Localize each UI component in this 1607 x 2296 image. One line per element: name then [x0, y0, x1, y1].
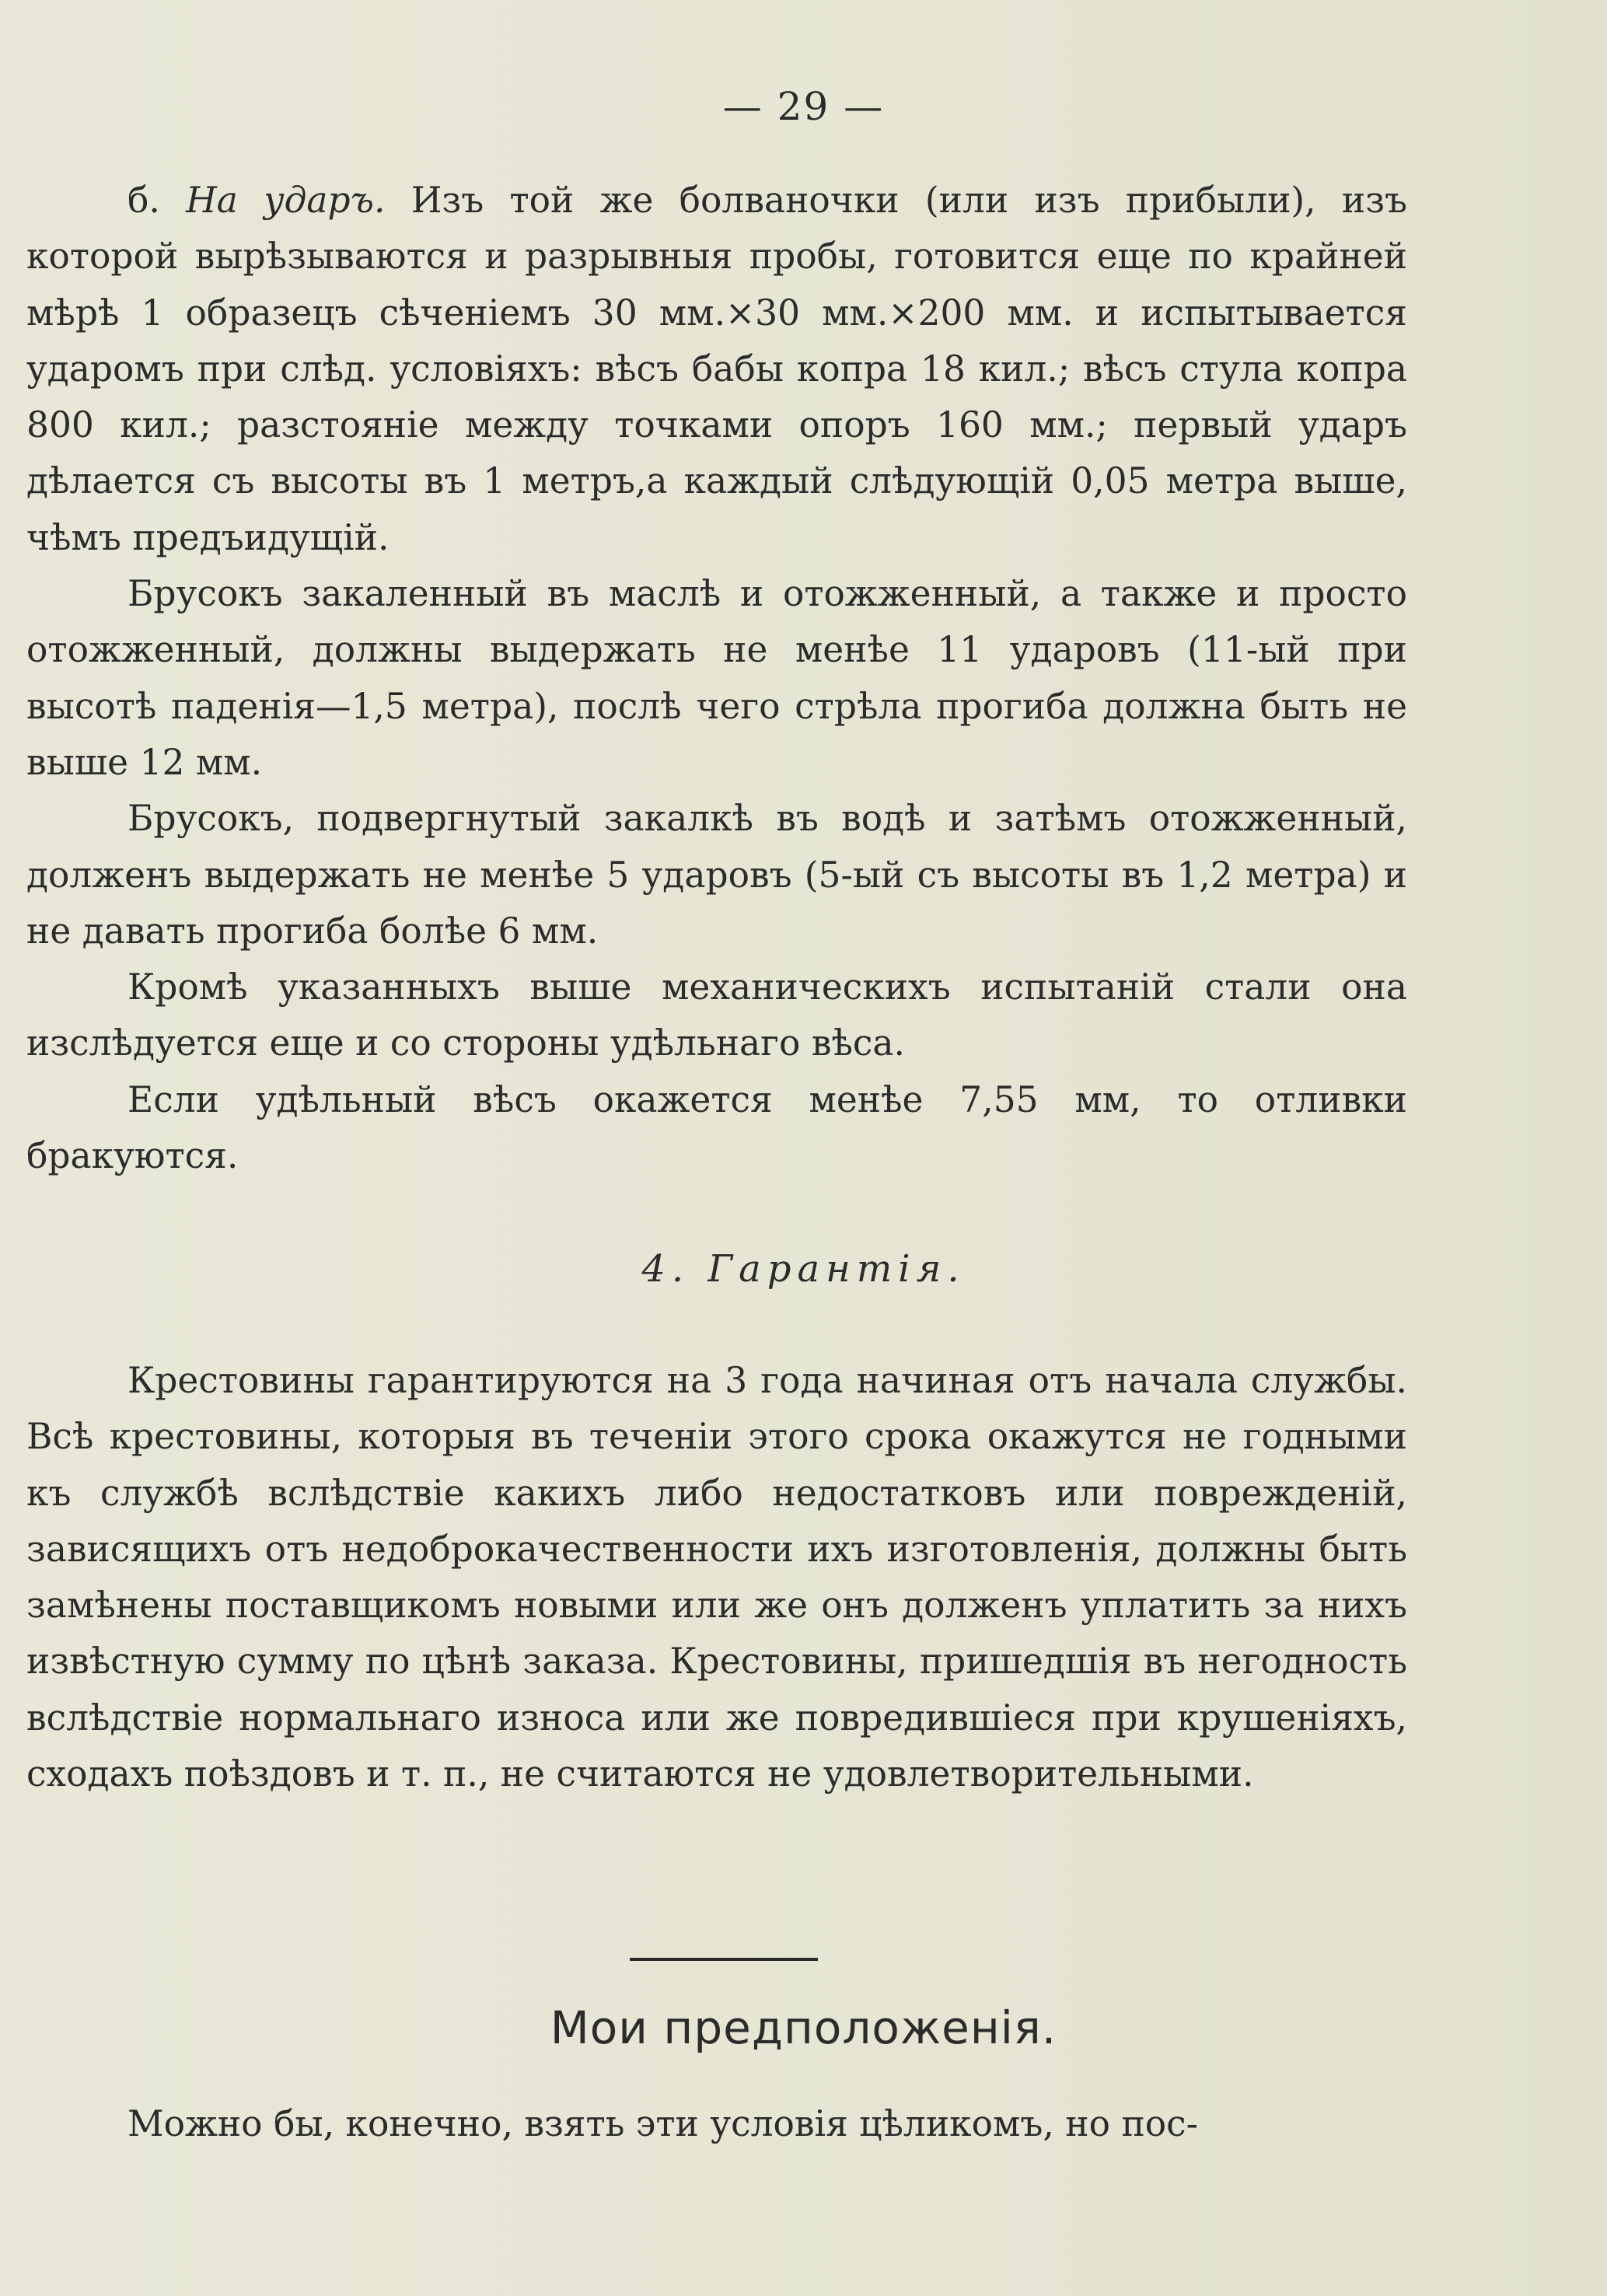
guarantee-paragraph: Крестовины гарантируются на 3 года начиная отъ начала службы. Всѣ крестовины, которыя въ теченіи этого срока окажутся не годными къ службѣ вслѣдствіе какихъ либо недостатковъ или поврежденій, зависящихъ отъ недоброкачественности ихъ изготовленія, должны быть замѣнены поставщикомъ новыми или же онъ долженъ уплатить за нихъ извѣстную сумму по цѣнѣ заказа. Крестовины, пришедшія въ негодность вслѣдствіе нормальнаго износа или же повредившіеся при крушеніяхъ, сходахъ поѣздовъ и т. п., не считаются не удовлетворительными.: [26, 1360, 1407, 1795]
paragraph-oil-quenched: Брусокъ закаленный въ маслѣ и отожженный, а также и просто отожженный, должны выдержать не менѣе 11 ударовъ (11-ый при высотѣ паденія—1,5 метра), послѣ чего стрѣла прогиба должна быть не выше 12 мм.: [26, 573, 1407, 783]
section-divider: [630, 1958, 818, 1961]
impact-text: Изъ той же болваночки (или изъ прибыли), изъ которой вырѣзываются и разрывныя пробы, готовится еще по крайней мѣрѣ 1 образецъ сѣченіемъ 30 мм.×30 мм.×200 мм. и испытывается ударомъ при слѣд. условіяхъ: вѣсъ бабы копра 18 кил.; вѣсъ стула копра 800 кил.; разстояніе между точками опоръ 160 мм.; первый ударъ дѣлается съ высоты въ 1 метръ,а каждый слѣдующій 0,05 метра выше, чѣмъ предъидущій.: [26, 180, 1407, 558]
assumptions-title: Мои предположенія.: [550, 2001, 1057, 2054]
assumptions-paragraph: Можно бы, конечно, взять эти условія цѣликомъ, но пос-: [128, 2103, 1199, 2144]
paragraph-water-quenched: Брусокъ, подвергнутый закалкѣ въ водѣ и затѣмъ отожженный, долженъ выдержать не менѣе 5 ударовъ (5-ый съ высоты въ 1,2 метра) и не давать прогиба болѣе 6 мм.: [26, 798, 1407, 952]
guarantee-heading: 4. Гарантія.: [641, 1247, 966, 1291]
impact-label: б.: [128, 180, 160, 221]
guarantee-text-block: [26, 1353, 1407, 1802]
impact-title: На ударъ.: [186, 180, 386, 221]
assumptions-text-block: [26, 2096, 1407, 2152]
page-number: — 29 —: [722, 84, 885, 129]
paragraph-specific-gravity: Кромѣ указанныхъ выше механическихъ испытаній стали она изслѣдуется еще и со стороны удѣльнаго вѣса.: [26, 966, 1407, 1064]
impact-test-paragraph: [26, 173, 1407, 566]
paragraph-rejection: Если удѣльный вѣсъ окажется менѣе 7,55 мм, то отливки бракуются.: [26, 1078, 1407, 1177]
main-text-block: [26, 173, 1407, 1184]
